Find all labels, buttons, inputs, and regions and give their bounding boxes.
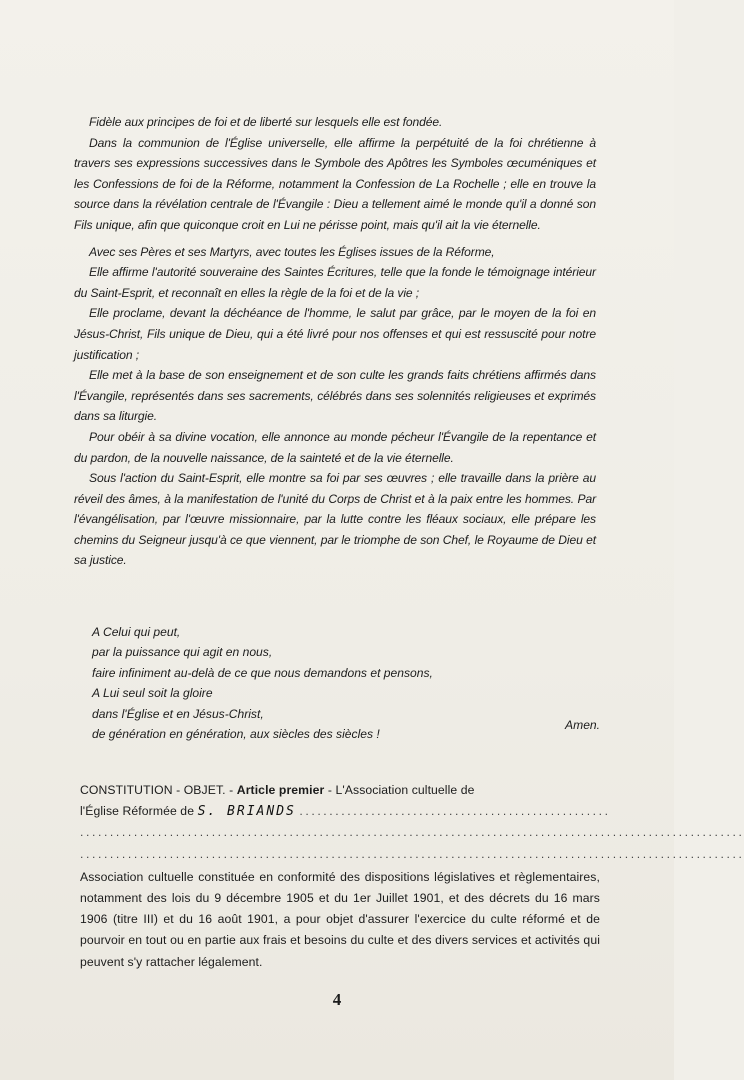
declaration-peres: Avec ses Pères et ses Martyrs, avec toutes les Églises issues de la Réforme,: [89, 244, 495, 259]
declaration-base: Elle met à la base de son enseignement et de son culte les grands faits chrétiens affirmés dans l'Évangile, représentés dans ses sacrements, célébrés dans ses solennités religieuses et exprimés dans sa liturgie.: [74, 368, 596, 424]
fill-in-dots: ...............................................................................................................: [80, 846, 744, 861]
doxology-line: A Celui qui peut,: [92, 625, 181, 639]
declaration-of-faith: [74, 112, 596, 571]
fill-in-dots: ...............................................................................................................: [80, 825, 744, 840]
constitution-heading-line: [80, 780, 600, 801]
declaration-proclame: Elle proclame, devant la déchéance de l'homme, le salut par grâce, par le moyen de la foi en Jésus-Christ, Fils unique de Dieu, qui a été livré pour nos offenses et qui est ressuscité pour notre justification ;: [74, 306, 596, 362]
doxology-line: de génération en génération, aux siècles des siècles !: [92, 727, 380, 742]
doxology-line: par la puissance qui agit en nous,: [92, 645, 273, 660]
amen: Amen.: [565, 718, 600, 732]
church-prefix: l'Église Réformée de: [80, 804, 195, 819]
fill-in-dots: ....................................................: [299, 804, 611, 819]
page-number: 4: [332, 990, 342, 1009]
doxology-line: faire infiniment au-delà de ce que nous demandons et pensons,: [92, 665, 433, 680]
doxology-line: A Lui seul soit la gloire: [92, 686, 213, 701]
declaration-affirme: Elle affirme l'autorité souveraine des Saintes Écritures, telle que la fonde le témoignage intérieur du Saint-Esprit, et reconnaît en elles la règle de la foi et de la vie ;: [74, 265, 596, 300]
declaration-action: Sous l'action du Saint-Esprit, elle montre sa foi par ses œuvres ; elle travaille dans la prière au réveil des âmes, à la manifestation de l'unité du Corps de Christ et à la paix entre les hommes. Par l'évangélisation, par l'œuvre missionnaire, par la lutte contre les fléaux sociaux, elle prépare les chemins du Seigneur jusqu'à ce que viennent, par le triomphe de son Chef, le Royaume de Dieu et sa justice.: [74, 471, 596, 568]
church-name-line: [80, 801, 611, 822]
doxology-line: dans l'Église et en Jésus-Christ,: [92, 706, 264, 721]
declaration-vocation: Pour obéir à sa divine vocation, elle annonce au monde pécheur l'Évangile de la repentance et du pardon, de la nouvelle naissance, de la sainteté et de la vie éternelle.: [74, 429, 596, 465]
declaration-intro: Fidèle aux principes de foi et de liberté sur lesquels elle est fondée.: [89, 115, 443, 129]
declaration-communion: Dans la communion de l'Église universelle, elle affirme la perpétuité de la foi chrétienne à travers ses expressions successives dans le Symbole des Apôtres les Symboles œcuméniques et les Confessions de foi de la Réforme, notamment la Confession de La Rochelle ; elle en trouve la source dans la révélation centrale de l'Évangile : Dieu a tellement aimé le monde qu'il a donné son Fils unique, afin que quiconque croit en Lui ne périsse point, mais qu'il ait la vie éternelle.: [74, 135, 596, 232]
handwritten-church-name: S. BRIANDS: [197, 804, 296, 820]
doxology: [92, 622, 592, 744]
article-title: Article premier: [236, 783, 325, 797]
article-intro: - L'Association cultuelle de: [327, 783, 475, 797]
constitution-article: [80, 780, 744, 973]
article-body: Association cultuelle constituée en conformité des dispositions législatives et règlementaires, notamment des lois du 9 décembre 1905 et du 1er Juillet 1901, et des décrets du 16 mars 1906 (titre III) et du 16 août 1901, a pour objet d'assurer l'exercice du culte réformé et de pourvoir en tout ou en partie aux frais et besoins du culte et des divers services et activités qui peuvent s'y rattacher légalement.: [80, 869, 600, 969]
constitution-heading: CONSTITUTION - OBJET. -: [80, 783, 234, 797]
